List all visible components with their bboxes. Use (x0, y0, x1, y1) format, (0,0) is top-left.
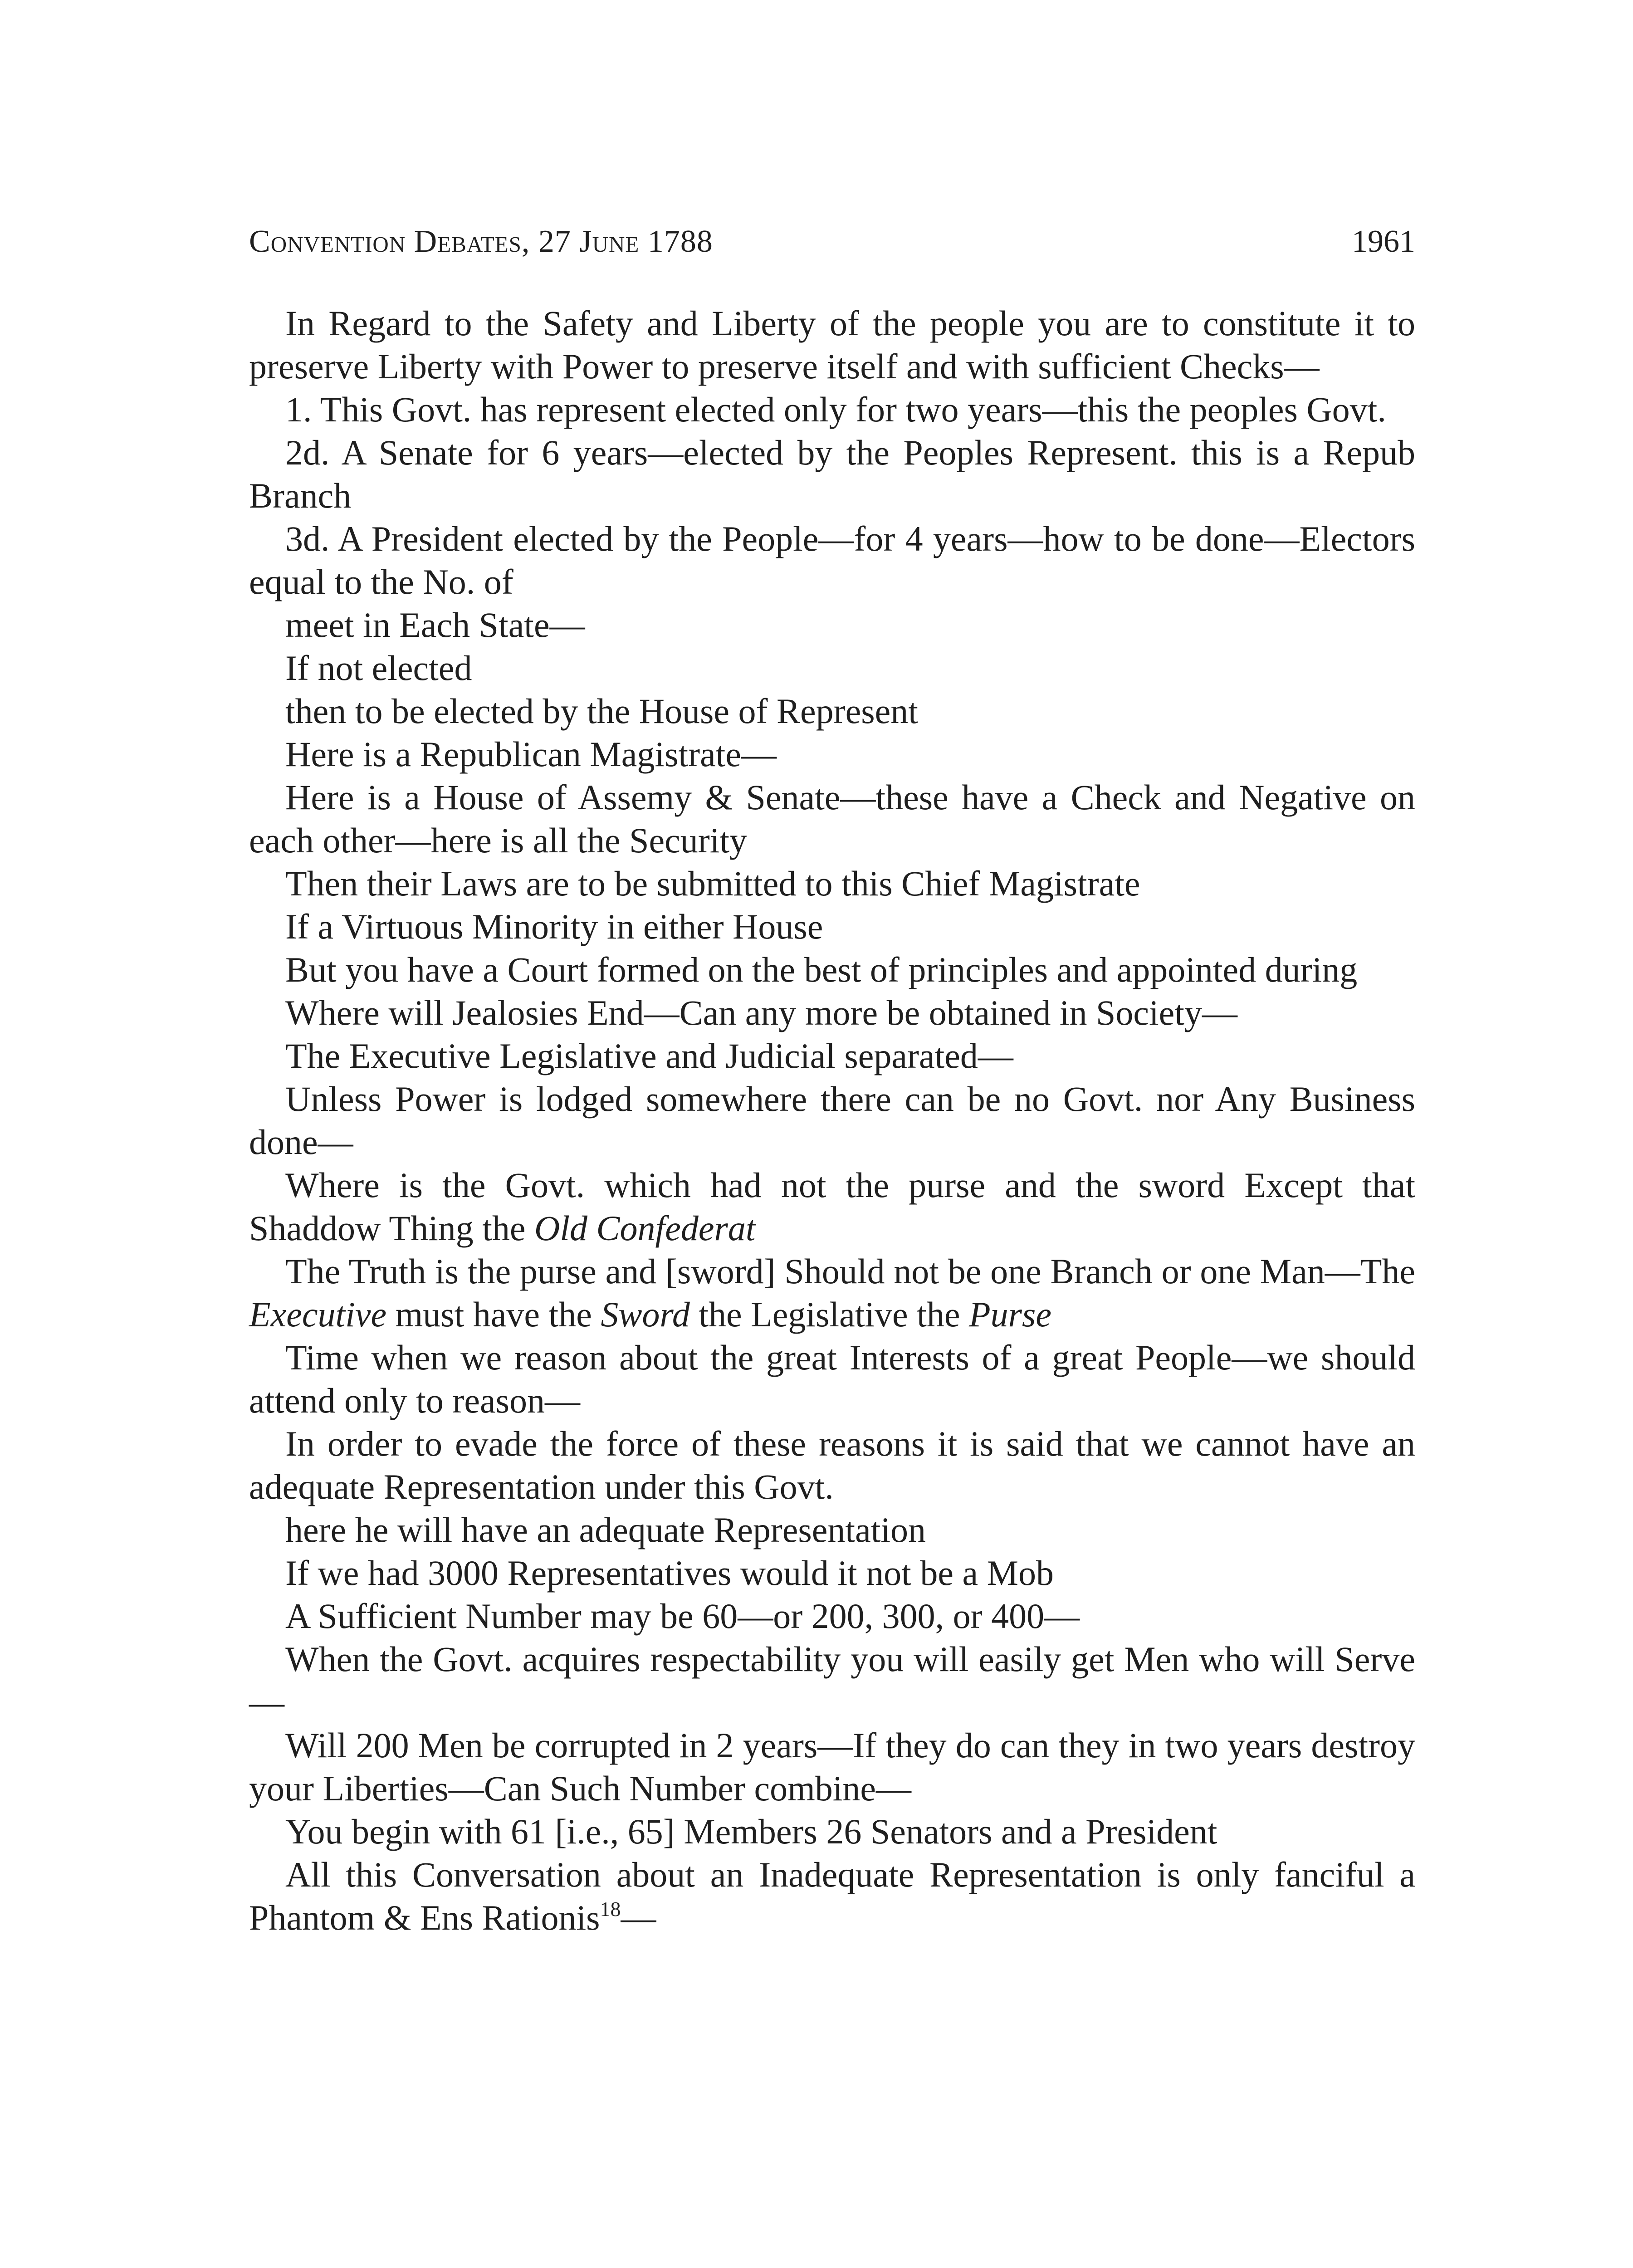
paragraph-text: — (621, 1898, 656, 1937)
italic-text: Purse (968, 1295, 1051, 1334)
paragraph: 1. This Govt. has represent elected only for two years—this the peoples Govt. (285, 390, 1386, 429)
paragraph: The Executive Legislative and Judicial separated— (285, 1036, 1013, 1075)
paragraph: here he will have an adequate Representation (285, 1510, 926, 1549)
paragraph: If we had 3000 Representatives would it not be a Mob (285, 1553, 1054, 1593)
paragraph: You begin with 61 [i.e., 65] Members 26 Senators and a President (285, 1812, 1217, 1851)
footnote-marker[interactable]: 18 (600, 1897, 621, 1921)
body-text (249, 302, 1415, 1939)
paragraph-text: must have the (386, 1295, 601, 1334)
italic-text: Sword (601, 1295, 690, 1334)
paragraph: Will 200 Men be corrupted in 2 years—If they do can they in two years destroy your Liberties—Can Such Number combine— (249, 1725, 1415, 1808)
paragraph: In Regard to the Safety and Liberty of the people you are to constitute it to preserve Liberty with Power to preserve itself and with sufficient Checks— (249, 303, 1415, 386)
paragraph: In order to evade the force of these reasons it is said that we cannot have an adequate Representation under this Govt. (249, 1424, 1415, 1506)
paragraph: meet in Each State— (285, 605, 585, 645)
paragraph: Time when we reason about the great Interests of a great People—we should attend only to reason— (249, 1338, 1415, 1420)
italic-text: Executive (249, 1295, 387, 1334)
paragraph: If not elected (285, 648, 472, 688)
paragraph: Here is a House of Assemy & Senate—these have a Check and Negative on each other—here is all the Security (249, 777, 1415, 860)
running-head (249, 221, 1415, 262)
paragraph: A Sufficient Number may be 60—or 200, 300, or 400— (285, 1596, 1080, 1636)
paragraph: then to be elected by the House of Represent (285, 691, 918, 731)
paragraph: 2d. A Senate for 6 years—elected by the Peoples Represent. this is a Repub Branch (249, 433, 1415, 515)
paragraph-text: Where is the Govt. which had not the purse and the sword Except that Shaddow Thing the (249, 1165, 1415, 1248)
page-number: 1961 (1352, 224, 1415, 259)
paragraph: 3d. A President elected by the People—for 4 years—how to be done—Electors equal to the No. of (249, 519, 1415, 601)
paragraph: Here is a Republican Magistrate— (285, 734, 777, 774)
paragraph-text: All this Conversation about an Inadequate Representation is only fanciful a Phantom & Ens Rationis (249, 1855, 1415, 1937)
paragraph: If a Virtuous Minority in either House (285, 907, 823, 946)
paragraph: Unless Power is lodged somewhere there can be no Govt. nor Any Business done— (249, 1079, 1415, 1162)
paragraph: Where will Jealosies End—Can any more be obtained in Society— (285, 993, 1237, 1032)
paragraph (249, 1163, 1415, 1250)
paragraph (249, 1853, 1415, 1939)
paragraph (249, 1250, 1415, 1336)
paragraph: Then their Laws are to be submitted to this Chief Magistrate (285, 864, 1140, 903)
italic-text: Old Confederat (534, 1208, 756, 1248)
paragraph: When the Govt. acquires respectability you will easily get Men who will Serve— (249, 1639, 1415, 1722)
paragraph-text: the Legislative the (689, 1295, 969, 1334)
paragraph-text: The Truth is the purse and [sword] Should not be one Branch or one Man—The (285, 1251, 1415, 1291)
running-title: Convention Debates, 27 June 1788 (249, 224, 713, 259)
paragraph: But you have a Court formed on the best of principles and appointed during (285, 950, 1358, 989)
